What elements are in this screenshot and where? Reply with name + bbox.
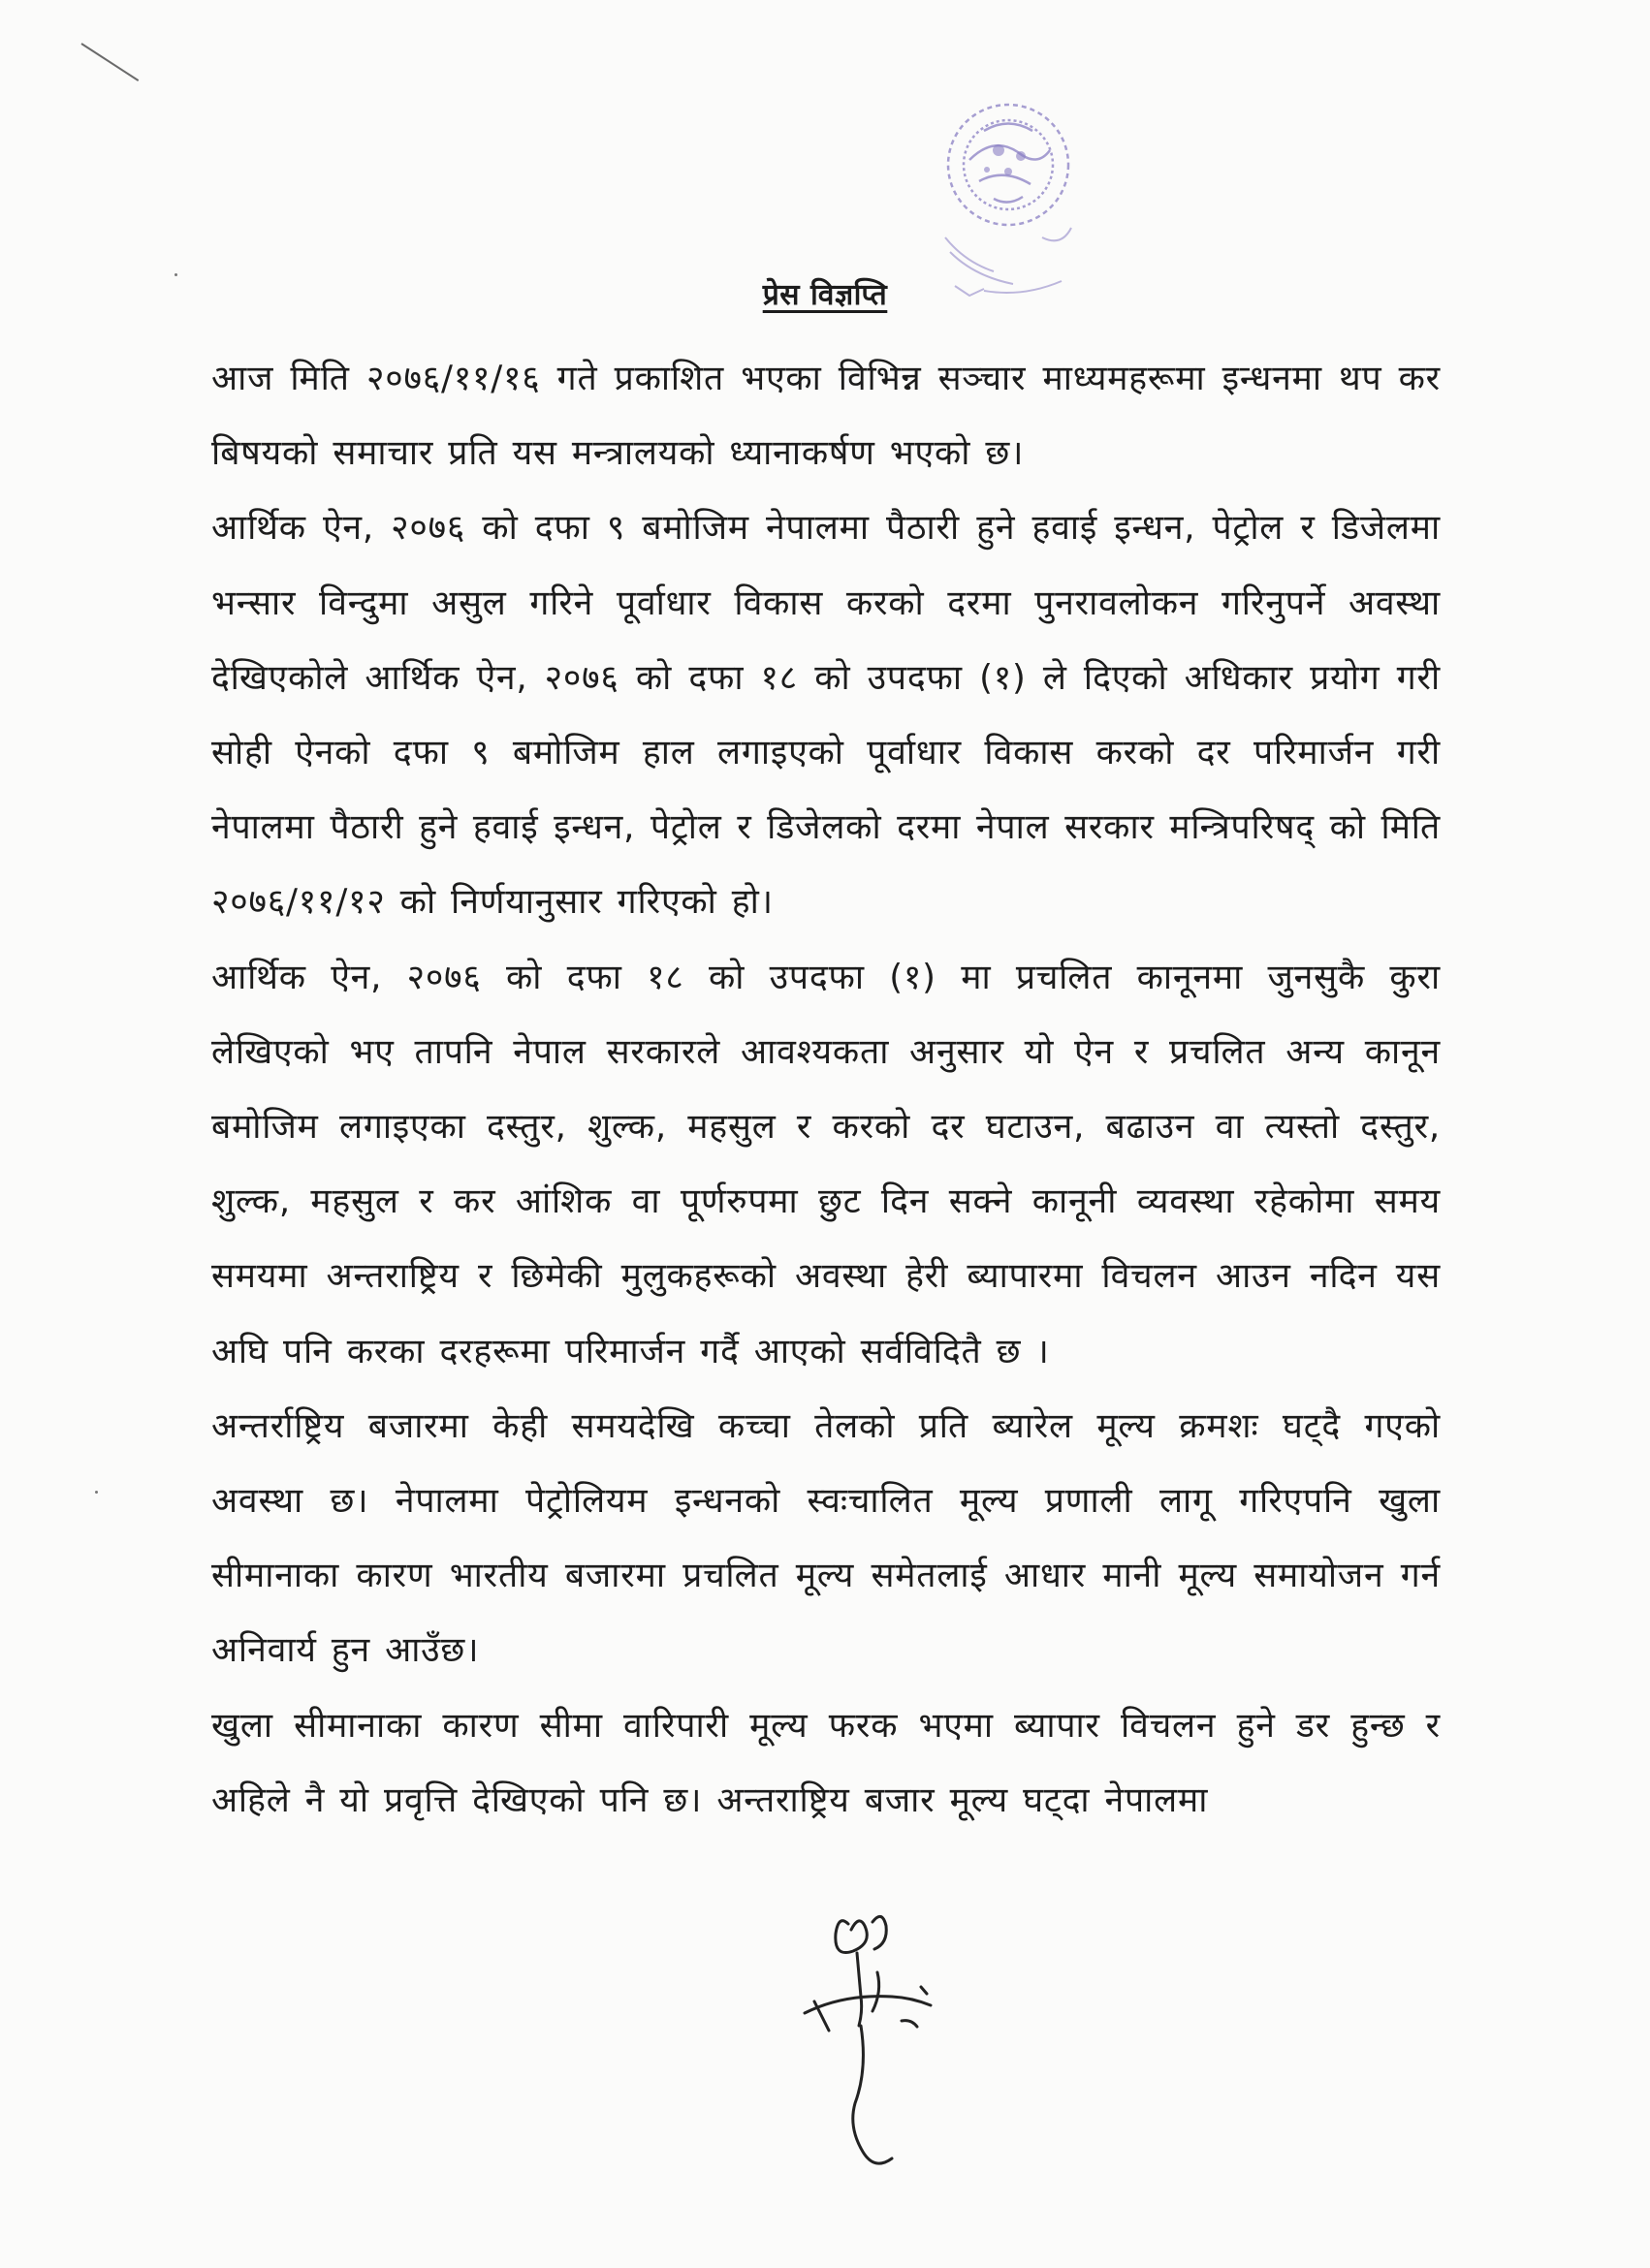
document-body: [211, 341, 1441, 1838]
paragraph: आज मिति २०७६/११/१६ गते प्रकाशित भएका विभिन्न सञ्चार माध्यमहरूमा इन्धनमा थप कर बिषयको समाचार प्रति यस मन्त्रालयको ध्यानाकर्षण भएको छ।: [211, 359, 1441, 474]
document-title: प्रेस विज्ञप्ति: [762, 278, 888, 312]
handwritten-signature: [785, 1905, 960, 2195]
paragraph: खुला सीमानाका कारण सीमा वारिपारी मूल्य फरक भएमा ब्यापार विचलन हुने डर हुन्छ र अहिले नै यो प्रवृत्ति देखिएको पनि छ। अन्तराष्ट्रिय बजार मूल्य घट्दा नेपालमा: [211, 1705, 1441, 1820]
paragraph: अन्तर्राष्ट्रिय बजारमा केही समयदेखि कच्चा तेलको प्रति ब्यारेल मूल्य क्रमशः घट्दै गएको अवस्था छ। नेपालमा पेट्रोलियम इन्धनको स्वःचालित मूल्य प्रणाली लागू गरिएपनि खुला सीमानाका कारण भारतीय बजारमा प्रचलित मूल्य समेतलाई आधार मानी मूल्य समायोजन गर्न अनिवार्य हुन आउँछ।: [211, 1405, 1441, 1671]
scan-speck: [95, 1491, 98, 1494]
scan-mark: [80, 43, 139, 81]
paragraph: आर्थिक ऐन, २०७६ को दफा १८ को उपदफा (१) मा प्रचलित कानूनमा जुनसुकै कुरा लेखिएको भए तापनि नेपाल सरकारले आवश्यकता अनुसार यो ऐन र प्रचलित अन्य कानून बमोजिम लगाइएका दस्तुर, शुल्क, महसुल र करको दर घटाउन, बढाउन वा त्यस्तो दस्तुर, शुल्क, महसुल र कर आंशिक वा पूर्णरुपमा छुट दिन सक्ने कानूनी व्यवस्था रहेकोमा समय समयमा अन्तराष्ट्रिय र छिमेकी मुलुकहरूको अवस्था हेरी ब्यापारमा विचलन आउन नदिन यस अघि पनि करका दरहरूमा परिमार्जन गर्दै आएको सर्वविदितै छ ।: [211, 957, 1441, 1371]
paragraph: आर्थिक ऐन, २०७६ को दफा ९ बमोजिम नेपालमा पैठारी हुने हवाई इन्धन, पेट्रोल र डिजेलमा भन्सार विन्दुमा असुल गरिने पूर्वाधार विकास करको दरमा पुनरावलोकन गरिनुपर्ने अवस्था देखिएकोले आर्थिक ऐन, २०७६ को दफा १८ को उपदफा (१) ले दिएको अधिकार प्रयोग गरी सोही ऐनको दफा ९ बमोजिम हाल लगाइएको पूर्वाधार विकास करको दर परिमार्जन गरी नेपालमा पैठारी हुने हवाई इन्धन, पेट्रोल र डिजेलको दरमा नेपाल सरकार मन्त्रिपरिषद् को मिति २०७६/११/१२ को निर्णयानुसार गरिएको हो।: [211, 508, 1441, 923]
